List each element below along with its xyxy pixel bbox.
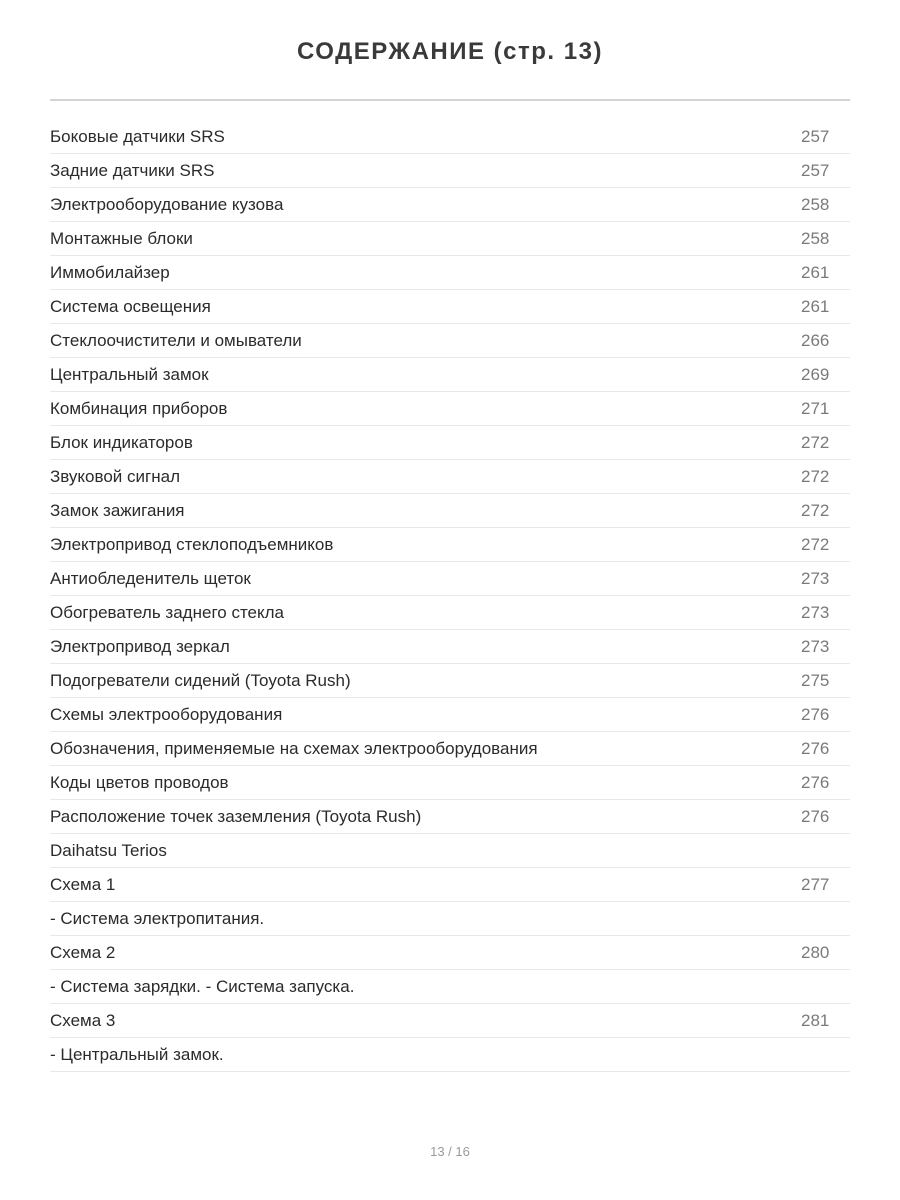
toc-entry[interactable] [50, 630, 850, 664]
title-divider [50, 99, 850, 101]
toc-entry[interactable] [50, 120, 850, 154]
toc-entry-label: Антиобледенитель щеток [50, 569, 251, 588]
toc-entry-label: Задние датчики SRS [50, 161, 215, 180]
toc-entry[interactable] [50, 460, 850, 494]
toc-entry-label: Иммобилайзер [50, 263, 170, 282]
toc-entry-page [801, 834, 841, 867]
toc-entry-page: 273 [801, 569, 830, 588]
toc-entry-page: 273 [801, 603, 830, 622]
toc-entry-page: 276 [801, 773, 830, 792]
toc-entry[interactable] [50, 800, 850, 834]
toc-entry[interactable] [50, 936, 850, 970]
toc-entry[interactable] [50, 290, 850, 324]
toc-entry-label: Блок индикаторов [50, 433, 193, 452]
toc-entry-page [801, 1038, 841, 1071]
toc-entry-label: Схема 2 [50, 943, 116, 962]
toc-entry[interactable] [50, 426, 850, 460]
toc-entry-label: Звуковой сигнал [50, 467, 180, 486]
toc-entry-page: 271 [801, 399, 830, 418]
toc-entry-page: 269 [801, 365, 830, 384]
toc-entry-label: - Система электропитания. [50, 909, 265, 928]
toc-entry-page: 258 [801, 229, 830, 248]
toc-entry[interactable] [50, 698, 850, 732]
toc-entry[interactable] [50, 902, 850, 936]
toc-entry-page: 280 [801, 943, 830, 962]
toc-entry-page: 276 [801, 739, 830, 758]
toc-entry-label: - Центральный замок. [50, 1045, 224, 1064]
toc-entry-label: Замок зажигания [50, 501, 185, 520]
toc-entry[interactable] [50, 970, 850, 1004]
toc-entry-page: 272 [801, 433, 830, 452]
toc-entry-label: Электрооборудование кузова [50, 195, 284, 214]
toc-entry-page: 258 [801, 195, 830, 214]
toc-entry-page: 257 [801, 127, 830, 146]
toc-entry[interactable] [50, 222, 850, 256]
toc-entry-page: 272 [801, 501, 830, 520]
toc-entry[interactable] [50, 528, 850, 562]
toc-entry-page: 273 [801, 637, 830, 656]
toc-entry[interactable] [50, 732, 850, 766]
toc-entry[interactable] [50, 766, 850, 800]
toc-entry-label: Обозначения, применяемые на схемах электрооборудования [50, 739, 538, 758]
toc-entry-page [801, 902, 841, 935]
toc-entry[interactable] [50, 256, 850, 290]
toc-entry[interactable] [50, 562, 850, 596]
toc-entry[interactable] [50, 188, 850, 222]
toc-entry-label: Электропривод стеклоподъемников [50, 535, 334, 554]
toc-entry-label: Боковые датчики SRS [50, 127, 225, 146]
toc-entry[interactable] [50, 1038, 850, 1072]
page-indicator: 13 / 16 [430, 1144, 470, 1159]
toc-entry-page: 272 [801, 535, 830, 554]
toc-entry-page [801, 970, 841, 1003]
toc-entry-page: 281 [801, 1011, 830, 1030]
toc-entry[interactable] [50, 154, 850, 188]
toc-entry[interactable] [50, 1004, 850, 1038]
toc-entry-page: 275 [801, 671, 830, 690]
toc-entry[interactable] [50, 324, 850, 358]
toc-entry-label: Схема 3 [50, 1011, 116, 1030]
toc-entry-label: Подогреватели сидений (Toyota Rush) [50, 671, 351, 690]
toc-entry-page: 261 [801, 297, 830, 316]
toc-entry-label: Центральный замок [50, 365, 209, 384]
toc-entry-label: Обогреватель заднего стекла [50, 603, 284, 622]
toc-entry-label: Комбинация приборов [50, 399, 228, 418]
toc-entry[interactable] [50, 358, 850, 392]
toc-entry[interactable] [50, 834, 850, 868]
toc-entry-label: Стеклоочистители и омыватели [50, 331, 302, 350]
page-title: СОДЕРЖАНИЕ (стр. 13) [297, 38, 603, 65]
toc-entry[interactable] [50, 596, 850, 630]
toc-entry-label: - Система зарядки. - Система запуска. [50, 977, 355, 996]
toc-entry-page: 276 [801, 705, 830, 724]
toc-entry-page: 266 [801, 331, 830, 350]
toc-entry[interactable] [50, 392, 850, 426]
toc-entry-page: 272 [801, 467, 830, 486]
toc-entry-page: 257 [801, 161, 830, 180]
toc-entry[interactable] [50, 868, 850, 902]
toc-entry-page: 261 [801, 263, 830, 282]
toc-entry[interactable] [50, 664, 850, 698]
toc-entry-label: Монтажные блоки [50, 229, 193, 248]
toc-entry-label: Схемы электрооборудования [50, 705, 283, 724]
toc-entry-page: 276 [801, 807, 830, 826]
toc-entry[interactable] [50, 494, 850, 528]
toc-entry-label: Расположение точек заземления (Toyota Rush) [50, 807, 422, 826]
toc-entry-label: Коды цветов проводов [50, 773, 229, 792]
toc-entry-label: Система освещения [50, 297, 211, 316]
toc-entry-label: Схема 1 [50, 875, 116, 894]
table-of-contents [50, 120, 850, 1072]
toc-entry-label: Daihatsu Terios [50, 841, 167, 860]
toc-entry-page: 277 [801, 875, 830, 894]
toc-entry-label: Электропривод зеркал [50, 637, 230, 656]
